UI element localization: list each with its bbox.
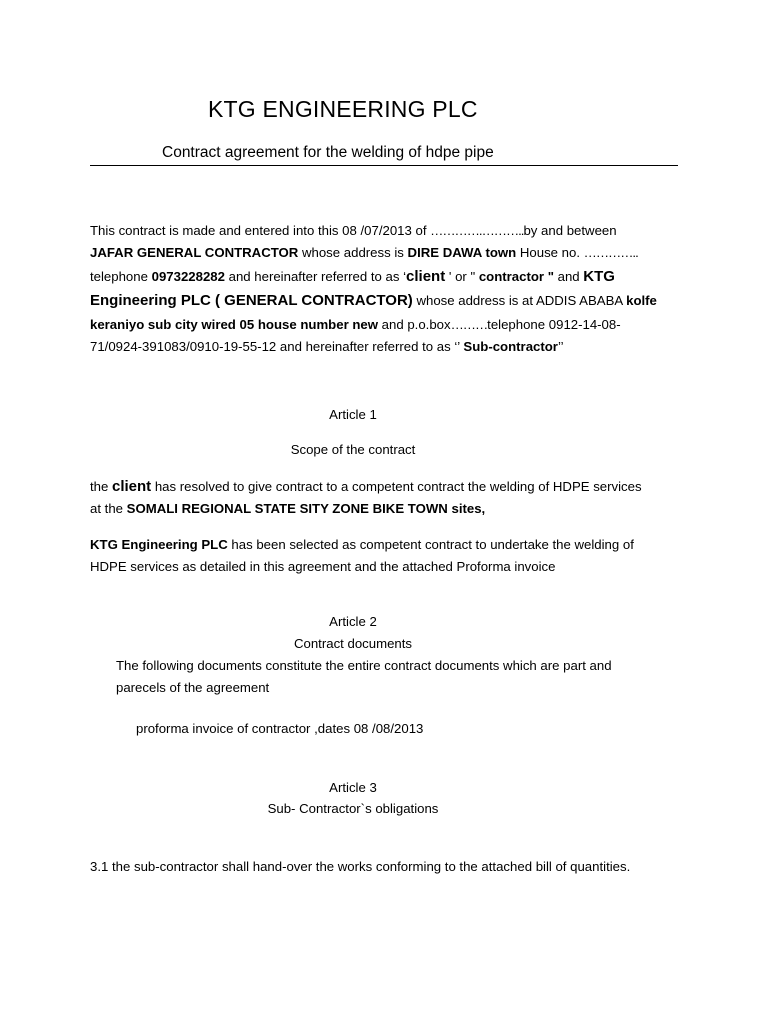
ktg-label: KTG bbox=[583, 268, 615, 285]
subcontractor-company: Engineering PLC ( GENERAL CONTRACTOR) bbox=[90, 292, 413, 309]
article-text: the bbox=[90, 479, 112, 494]
article-2-heading: Article 2 bbox=[329, 614, 377, 629]
client-label: client bbox=[112, 478, 152, 495]
contractor-label: contractor " bbox=[478, 269, 554, 284]
intro-text: ' or " bbox=[445, 269, 479, 284]
subcontractor-company: KTG Engineering PLC bbox=[90, 537, 228, 552]
client-phone: 0973228282 bbox=[151, 269, 225, 284]
intro-text: whose address is at ADDIS ABABA bbox=[412, 293, 627, 308]
client-label: client bbox=[406, 268, 446, 285]
client-city: DIRE DAWA town bbox=[407, 245, 517, 260]
article-2-line-2: parecels of the agreement bbox=[116, 680, 270, 695]
article-1-line-2 bbox=[90, 498, 485, 520]
intro-text: whose address is bbox=[298, 245, 408, 260]
article-3-heading: Article 3 bbox=[329, 780, 377, 795]
intro-text: This contract is made and entered into this 08 /07/2013 of bbox=[90, 223, 431, 238]
article-text: has been selected as competent contract to undertake the welding of bbox=[227, 537, 634, 552]
site-location: SOMALI REGIONAL STATE SITY ZONE BIKE TOWN sites, bbox=[126, 501, 486, 516]
article-2-title: Contract documents bbox=[293, 636, 412, 651]
blank-dots: ………….. bbox=[583, 245, 638, 260]
intro-text: ’’ bbox=[557, 339, 564, 354]
intro-text: telephone bbox=[90, 269, 152, 284]
intro-line-5 bbox=[90, 314, 621, 336]
intro-text: telephone 0912-14-08- bbox=[487, 317, 621, 332]
subcontractor-address: keraniyo sub city wired 05 house number new bbox=[90, 317, 379, 332]
article-1-line-3 bbox=[90, 534, 634, 556]
article-1-line-4: HDPE services as detailed in this agreement and the attached Proforma invoice bbox=[90, 559, 556, 574]
blank-dots: ……… bbox=[450, 317, 488, 332]
article-1-heading: Article 1 bbox=[329, 407, 377, 422]
intro-line-6 bbox=[90, 336, 564, 358]
article-1-title: Scope of the contract bbox=[290, 442, 416, 457]
intro-text: and hereinafter referred to as ‘ bbox=[224, 269, 407, 284]
intro-text: and p.o.box bbox=[378, 317, 451, 332]
client-name: JAFAR GENERAL CONTRACTOR bbox=[90, 245, 299, 260]
intro-line-4 bbox=[90, 290, 657, 312]
contract-subtitle: Contract agreement for the welding of hdpe pipe bbox=[162, 144, 494, 161]
title-underline bbox=[90, 165, 678, 166]
intro-text: by and between bbox=[523, 223, 617, 238]
article-text: has resolved to give contract to a competent contract the welding of HDPE services bbox=[151, 479, 642, 494]
intro-line-1 bbox=[90, 220, 617, 242]
intro-line-2 bbox=[90, 242, 638, 264]
intro-text: and bbox=[553, 269, 584, 284]
intro-text: 71/0924-391083/0910-19-55-12 and hereinafter referred to as ‘’ bbox=[90, 339, 464, 354]
intro-text: House no. bbox=[516, 245, 584, 260]
article-3-title: Sub- Contractor`s obligations bbox=[267, 801, 439, 816]
subcontractor-label: Sub-contractor bbox=[463, 339, 558, 354]
article-3-line-1: 3.1 the sub-contractor shall hand-over the works conforming to the attached bill of quantities. bbox=[90, 859, 631, 874]
intro-line-3 bbox=[90, 266, 615, 288]
article-1-line-1 bbox=[90, 476, 642, 498]
article-2-line-1: The following documents constitute the entire contract documents which are part and bbox=[116, 658, 612, 673]
blank-dots: ………….……….. bbox=[430, 223, 524, 238]
company-title: KTG ENGINEERING PLC bbox=[208, 96, 478, 122]
article-text: at the bbox=[90, 501, 127, 516]
address-kolfe: kolfe bbox=[626, 293, 657, 308]
article-2-proforma: proforma invoice of contractor ,dates 08 /08/2013 bbox=[136, 721, 424, 736]
